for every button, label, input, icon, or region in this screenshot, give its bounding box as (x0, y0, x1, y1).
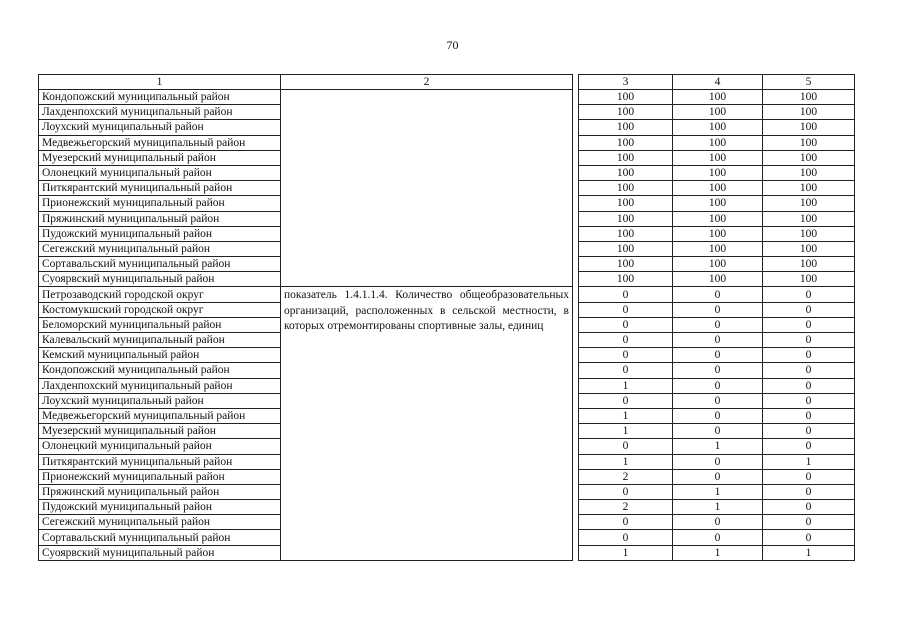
municipality-name-cell: Олонецкий муниципальный район (39, 165, 281, 180)
value-cell-col5: 100 (763, 257, 855, 272)
municipality-name-cell: Пряжинский муниципальный район (39, 484, 281, 499)
value-cell-col5: 100 (763, 90, 855, 105)
value-cell-col5: 1 (763, 545, 855, 560)
value-cell-col5: 0 (763, 424, 855, 439)
value-cell-col5: 1 (763, 454, 855, 469)
value-cell-col5: 0 (763, 530, 855, 545)
municipality-name-cell: Прионежский муниципальный район (39, 469, 281, 484)
value-cell-col4: 0 (673, 348, 763, 363)
value-cell-col3: 1 (579, 454, 673, 469)
value-cell-col4: 100 (673, 181, 763, 196)
value-cell-col5: 0 (763, 393, 855, 408)
municipality-name-cell: Питкярантский муниципальный район (39, 454, 281, 469)
value-cell-col4: 100 (673, 105, 763, 120)
municipality-name-cell: Лахденпохский муниципальный район (39, 105, 281, 120)
value-cell-col5: 0 (763, 484, 855, 499)
value-cell-col5: 0 (763, 287, 855, 302)
value-cell-col4: 1 (673, 484, 763, 499)
value-cell-col3: 2 (579, 500, 673, 515)
value-cell-col4: 100 (673, 165, 763, 180)
municipality-name-cell: Лоухский муниципальный район (39, 393, 281, 408)
value-cell-col3: 0 (579, 317, 673, 332)
value-cell-col5: 0 (763, 408, 855, 423)
indicator-description-cell (281, 90, 573, 287)
value-cell-col3: 1 (579, 378, 673, 393)
value-cell-col5: 0 (763, 469, 855, 484)
municipality-name-cell: Кондопожский муниципальный район (39, 363, 281, 378)
value-cell-col3: 0 (579, 393, 673, 408)
value-cell-col3: 100 (579, 181, 673, 196)
municipality-name-cell: Сортавальский муниципальный район (39, 530, 281, 545)
value-cell-col5: 100 (763, 211, 855, 226)
value-cell-col3: 0 (579, 348, 673, 363)
value-cell-col3: 0 (579, 302, 673, 317)
value-cell-col4: 100 (673, 90, 763, 105)
value-cell-col5: 0 (763, 348, 855, 363)
value-cell-col4: 0 (673, 408, 763, 423)
value-cell-col3: 100 (579, 135, 673, 150)
value-cell-col5: 0 (763, 515, 855, 530)
municipality-name-cell: Медвежьегорский муниципальный район (39, 135, 281, 150)
value-cell-col3: 1 (579, 408, 673, 423)
value-cell-col5: 100 (763, 181, 855, 196)
value-cell-col4: 0 (673, 302, 763, 317)
value-cell-col3: 100 (579, 165, 673, 180)
value-cell-col3: 0 (579, 363, 673, 378)
table-header-row (39, 75, 855, 90)
value-cell-col3: 100 (579, 196, 673, 211)
header-cell-2: 2 (281, 75, 573, 90)
municipality-name-cell: Суоярвский муниципальный район (39, 545, 281, 560)
value-cell-col5: 100 (763, 105, 855, 120)
municipality-name-cell: Прионежский муниципальный район (39, 196, 281, 211)
value-cell-col4: 1 (673, 500, 763, 515)
indicator-description-cell: показатель 1.4.1.1.4. Количество общеобразовательных организаций, расположенных в сельской местности, в которых отремонтированы спортивные залы, единиц (281, 287, 573, 560)
value-cell-col5: 0 (763, 333, 855, 348)
municipality-name-cell: Пряжинский муниципальный район (39, 211, 281, 226)
value-cell-col3: 0 (579, 439, 673, 454)
value-cell-col4: 100 (673, 272, 763, 287)
value-cell-col4: 100 (673, 257, 763, 272)
value-cell-col3: 1 (579, 424, 673, 439)
value-cell-col5: 100 (763, 120, 855, 135)
municipality-name-cell: Питкярантский муниципальный район (39, 181, 281, 196)
table-row (39, 90, 855, 105)
value-cell-col5: 0 (763, 500, 855, 515)
municipality-name-cell: Лахденпохский муниципальный район (39, 378, 281, 393)
value-cell-col3: 100 (579, 226, 673, 241)
value-cell-col4: 0 (673, 530, 763, 545)
value-cell-col3: 1 (579, 545, 673, 560)
value-cell-col4: 100 (673, 211, 763, 226)
value-cell-col3: 0 (579, 515, 673, 530)
value-cell-col5: 0 (763, 302, 855, 317)
value-cell-col3: 100 (579, 257, 673, 272)
value-cell-col4: 100 (673, 120, 763, 135)
value-cell-col5: 100 (763, 226, 855, 241)
municipality-name-cell: Сортавальский муниципальный район (39, 257, 281, 272)
municipality-name-cell: Суоярвский муниципальный район (39, 272, 281, 287)
municipality-name-cell: Сегежский муниципальный район (39, 515, 281, 530)
value-cell-col5: 0 (763, 439, 855, 454)
value-cell-col4: 100 (673, 135, 763, 150)
value-cell-col5: 100 (763, 150, 855, 165)
value-cell-col3: 100 (579, 105, 673, 120)
value-cell-col4: 0 (673, 469, 763, 484)
value-cell-col4: 0 (673, 515, 763, 530)
value-cell-col3: 100 (579, 211, 673, 226)
value-cell-col5: 0 (763, 363, 855, 378)
header-cell-5: 5 (763, 75, 855, 90)
value-cell-col4: 100 (673, 241, 763, 256)
municipality-name-cell: Муезерский муниципальный район (39, 150, 281, 165)
value-cell-col5: 0 (763, 317, 855, 332)
value-cell-col5: 100 (763, 165, 855, 180)
municipality-name-cell: Беломорский муниципальный район (39, 317, 281, 332)
header-cell-4: 4 (673, 75, 763, 90)
value-cell-col4: 0 (673, 393, 763, 408)
value-cell-col5: 100 (763, 272, 855, 287)
value-cell-col4: 1 (673, 439, 763, 454)
municipality-name-cell: Кондопожский муниципальный район (39, 90, 281, 105)
value-cell-col3: 100 (579, 272, 673, 287)
municipality-name-cell: Костомукшский городской округ (39, 302, 281, 317)
value-cell-col4: 100 (673, 196, 763, 211)
data-table (38, 74, 855, 561)
table-body (39, 75, 855, 561)
value-cell-col4: 0 (673, 287, 763, 302)
page-number: 70 (446, 38, 459, 52)
table-row (39, 287, 855, 302)
value-cell-col3: 2 (579, 469, 673, 484)
municipality-name-cell: Медвежьегорский муниципальный район (39, 408, 281, 423)
municipality-name-cell: Пудожский муниципальный район (39, 500, 281, 515)
value-cell-col4: 100 (673, 150, 763, 165)
value-cell-col3: 0 (579, 333, 673, 348)
value-cell-col3: 100 (579, 120, 673, 135)
value-cell-col4: 0 (673, 378, 763, 393)
municipality-name-cell: Кемский муниципальный район (39, 348, 281, 363)
municipality-name-cell: Олонецкий муниципальный район (39, 439, 281, 454)
value-cell-col5: 100 (763, 135, 855, 150)
value-cell-col5: 100 (763, 196, 855, 211)
value-cell-col3: 0 (579, 287, 673, 302)
value-cell-col4: 100 (673, 226, 763, 241)
value-cell-col3: 100 (579, 90, 673, 105)
municipality-name-cell: Лоухский муниципальный район (39, 120, 281, 135)
municipality-name-cell: Сегежский муниципальный район (39, 241, 281, 256)
value-cell-col5: 100 (763, 241, 855, 256)
value-cell-col3: 0 (579, 530, 673, 545)
header-cell-3: 3 (579, 75, 673, 90)
value-cell-col3: 0 (579, 484, 673, 499)
value-cell-col3: 100 (579, 241, 673, 256)
value-cell-col4: 0 (673, 454, 763, 469)
municipality-name-cell: Петрозаводский городской округ (39, 287, 281, 302)
value-cell-col4: 0 (673, 363, 763, 378)
municipality-name-cell: Калевальский муниципальный район (39, 333, 281, 348)
value-cell-col4: 0 (673, 317, 763, 332)
municipality-name-cell: Пудожский муниципальный район (39, 226, 281, 241)
municipality-name-cell: Муезерский муниципальный район (39, 424, 281, 439)
value-cell-col3: 100 (579, 150, 673, 165)
value-cell-col4: 0 (673, 424, 763, 439)
header-cell-1: 1 (39, 75, 281, 90)
value-cell-col5: 0 (763, 378, 855, 393)
value-cell-col4: 1 (673, 545, 763, 560)
value-cell-col4: 0 (673, 333, 763, 348)
